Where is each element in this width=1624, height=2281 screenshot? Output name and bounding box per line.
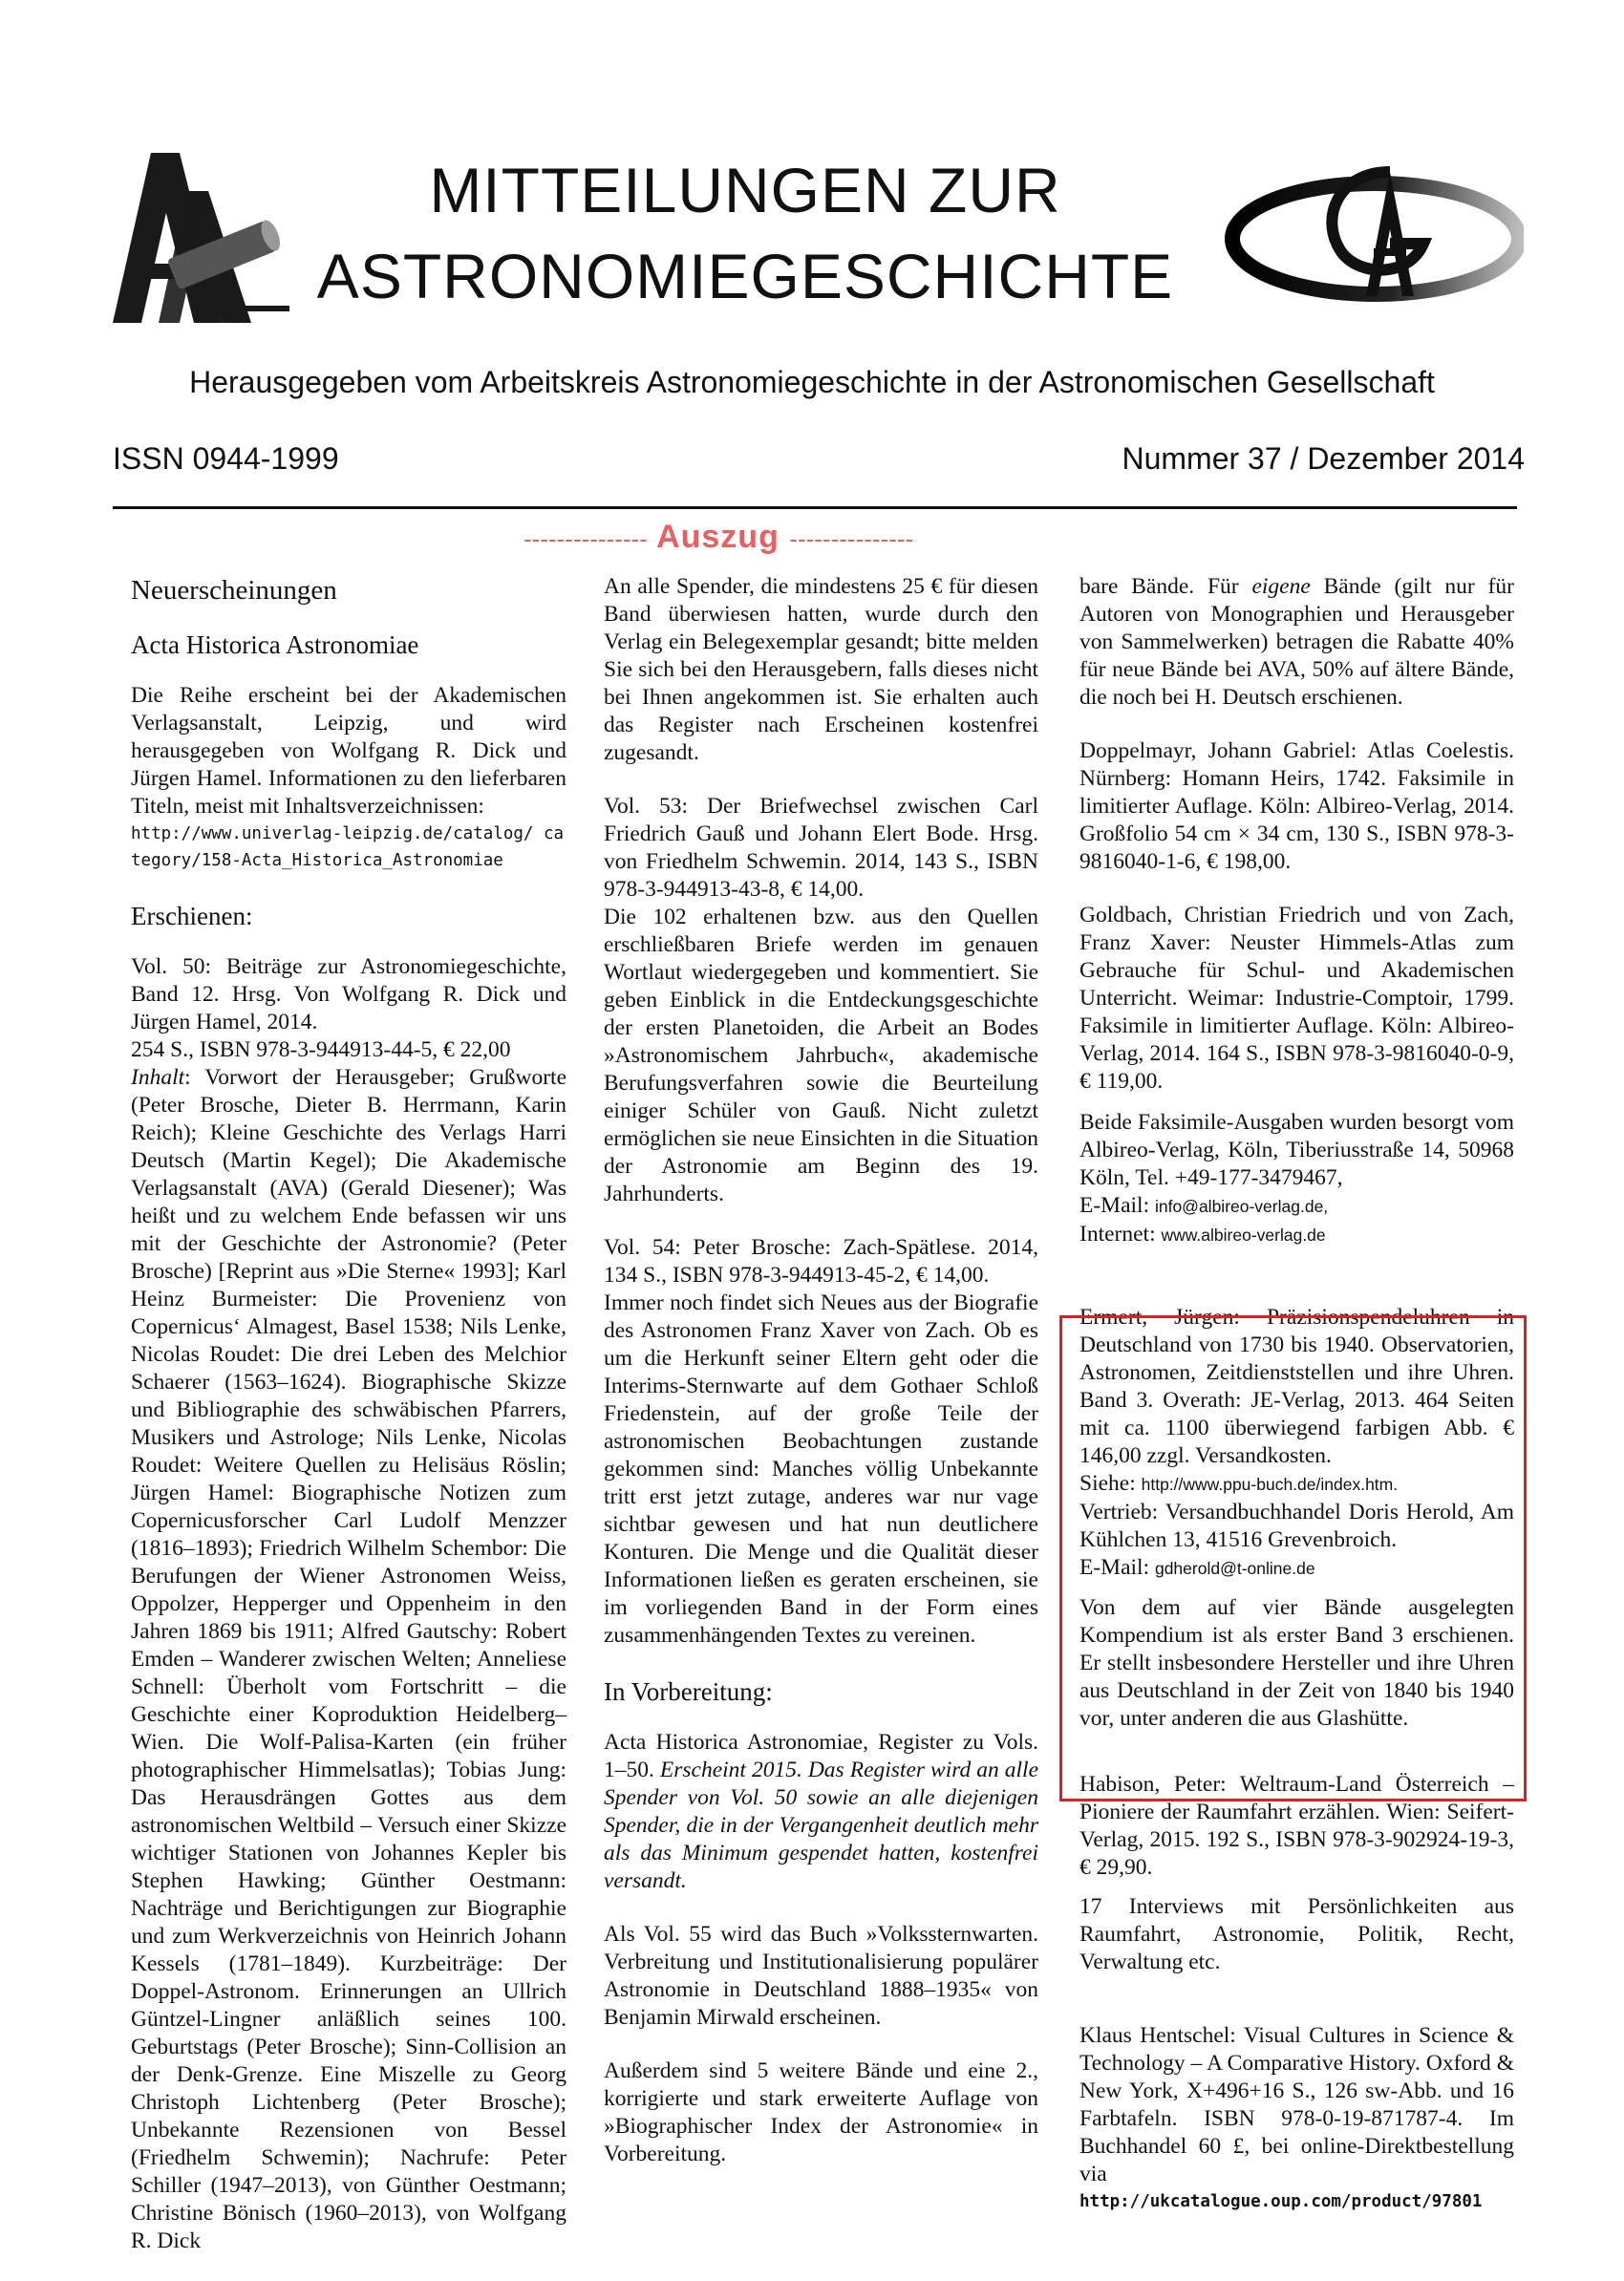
vol50-title: Vol. 50: Beiträge zur Astronomiegeschichte, Band 12. Hrsg. Von Wolfgang R. Dick und Jürgen Hamel, 2014. [131,954,566,1034]
albireo-address: Beide Faksimile-Ausgaben wurden besorgt vom Albireo-Verlag, Köln, Tiberiusstraße 14, 50968 Köln, Tel. +49-177-3479467, [1079,1110,1514,1190]
hentschel-order-link[interactable]: http://ukcatalogue.oup.com/product/97801 [1079,2192,1483,2211]
excerpt-banner [524,516,1192,560]
journal-subtitle: Herausgegeben vom Arbeitskreis Astronomiegeschichte in der Astronomischen Gesellschaft [189,365,1435,399]
published-heading: Erschienen: [131,902,253,930]
vol50-contents-text: : Vorwort der Herausgeber; Grußworte (Peter Brosche, Dieter B. Herrmann, Karin Reich); Kleine Geschichte des Verlags Harri Deutsch (Martin Kegel); Die Akademische Verlagsanstalt (AVA) (Gerald Diesener); Was heißt und zu welchem Ende befassen wir uns mit der Geschichte der Astronomie? (Peter Brosche) [Reprint aus »Die Sterne« 1993]; Karl Heinz Burmeister: Die Provenienz von Copernicus‘ Almagest, Basel 1538; Nils Lenke, Nicolas Roudet: Die drei Leben des Melchior Schaerer (1563–1624). Biographische Skizze und Bibliographie des schwäbischen Pfarrers, Musikers und Astrologe; Nils Lenke, Nicolas Roudet: Weitere Quellen zu Helisäus Röslin; Jürgen Hamel: Biographische Notizen zum Copernicusforscher Carl Ludolf Menzzer (1816–1893); Friedrich Wilhelm Schembor: Die Berufungen der Wiener Astronomen Weiss, Oppolzer, Hepperger und Oppenheim in den Jahren 1869 bis 1911; Alfred Gautschy: Robert Emden – Wanderer zwischen Welten; Anneliese Schnell: Überholt vom Fortschritt – die Geschichte einer Koproduktion Heidelberg–Wien. Die Wolf-Palisa-Karten (ein früher photographischer Himmelsatlas); Tobias Jung: Das Herausdrängen Gottes aus dem astronomischen Weltbild – Versuch einer Skizze wichtiger Stationen von Johannes Kepler bis Stephen Hawking; Günther Oestmann: Nachträge und Berichtigungen zur Biographie und zum Werkverzeichnis von Heinrich Johann Kessels (1781–1849). Kurzbeiträge: Der Doppel-Astronom. Erinnerungen an Ullrich Güntzel-Lingner anläßlich seines 100. Geburtstags (Peter Brosche); Sinn-Collision an der Denk-Grenze. Eine Miszelle zu Georg Christoph Lichtenberg (Peter Brosche); Unbekannte Rezensionen von Bessel (Friedhelm Schwemin); Nachrufe: Peter Schiller (1947–2013), von Günther Oestmann; Christine Bönisch (1960–2013), von Wolfgang R. Dick [131,1065,566,2253]
albireo-email-label: E-Mail: [1079,1193,1155,1218]
albireo-entry [1079,1109,1514,1249]
excerpt-label: Auszug [656,519,780,555]
section-heading-neuerscheinungen: Neuerscheinungen [131,575,337,606]
albireo-web-link[interactable]: www.albireo-verlag.de [1161,1226,1326,1245]
vol50-contents [131,1064,566,2255]
vol50-contents-label: Inhalt [131,1065,185,1090]
albireo-email-link[interactable]: info@albireo-verlag.de, [1154,1197,1329,1216]
ermert-description: Von dem auf vier Bände ausgelegten Kompendium ist als erster Band 3 erschienen. Er stellt insbesondere Hersteller und ihre Uhren aus Deutschland in der Zeit von 1840 bis 1940 vor, unter anderen die aus Glashütte. [1079,1595,1514,1731]
column-1 [131,573,566,2281]
series-intro: Die Reihe erscheint bei der Akademischen Verlagsanstalt, Leipzig, und wird herausgegeben von Wolfgang R. Dick und Jürgen Hamel. Informationen zu den lieferbaren Titeln, meist mit Inhaltsverzeichnissen: [131,683,566,819]
vol53-title: Vol. 53: Der Briefwechsel zwischen Carl Friedrich Gauß und Johann Elert Bode. Hrsg. von Friedhelm Schwemin. 2014, 143 S., ISBN 978-3-944913-43-8, € 14,00. [604,794,1038,902]
ermert-see-label: Siehe: [1079,1471,1142,1496]
discount-text-b: Bände (gilt nur für Autoren von Monographien und Herausgeber von Sammelwerken) betragen die Rabatte 40% für neue Bände bei AVA, 50% auf ältere Bände, die noch bei H. Deutsch erschienen. [1079,574,1514,710]
header-rule [113,506,1517,509]
astronomische-gesellschaft-logo [1223,153,1524,315]
goldbach-entry: Goldbach, Christian Friedrich und von Zach, Franz Xaver: Neuster Himmels-Atlas zum Gebrauche für Schul- und Akademischen Unterricht. Weimar: Industrie-Comptoir, 1799. Faksimile in limitierter Auflage. Köln: Albireo-Verlag, 2014. 164 S., ISBN 978-3-9816040-0-9, € 119,00. [1079,903,1514,1094]
vol54-description: Immer noch findet sich Neues aus der Biografie des Astronomen Franz Xaver von Zach. Ob es um die Herkunft seiner Eltern geht oder die Interims-Sternwarte auf dem Gothaer Schloß Friedenstein, auf der große Teile der astronomischen Beobachtungen zustande gekommen sind: Manches völlig Unbekannte tritt erst jetzt zutage, anderes war nur vage sichtbar gewesen und hat nun deutlichere Konturen. Die Menge und die Qualität dieser Informationen ließen es geraten erscheinen, sie im vorliegenden Band in der Form eines zusammenhängenden Textes zu vereinen. [604,1290,1038,1648]
excerpt-dashes-left: --------------- [524,524,648,553]
register-entry [604,1729,1038,1895]
more-volumes-entry: Außerdem sind 5 weitere Bände und eine 2., korrigierte und stark erweiterte Auflage von »Biographischer Index der Astronomie« in Vorbereitung. [604,2058,1038,2166]
donors-note: An alle Spender, die mindestens 25 € für diesen Band überwiesen hatten, wurde durch den Verlag ein Belegexemplar gesandt; bitte melden Sie sich bei den Herausgebern, falls dieses nicht bei Ihnen angekommen ist. Sie erhalten auch das Register nach Erscheinen kostenfrei zugesandt. [604,574,1038,765]
ermert-email-link[interactable]: gdherold@t-online.de [1154,1559,1315,1578]
vol50-details: 254 S., ISBN 978-3-944913-44-5, € 22,00 [131,1037,511,1062]
habison-entry: Habison, Peter: Weltraum-Land Österreich – Pioniere der Raumfahrt erzählen. Wien: Seifert-Verlag, 2015. 192 S., ISBN 978-3-902924-19-3, € 29,90. [1079,1772,1514,1880]
series-heading: Acta Historica Astronomiae [131,630,419,659]
ermert-see-link[interactable]: http://www.ppu-buch.de/index.htm. [1141,1475,1399,1494]
register-note: Erscheint 2015. Das Register wird an alle Spender von Vol. 50 sowie an alle diejenigen Spender, die in der Vergangenheit deutlich mehr als das Minimum gespendet hatten, kostenfrei versandt. [604,1758,1039,1893]
issn-label: ISSN 0944-1999 [113,441,339,476]
register-title: Acta Historica Astronomiae, Register zu Vols. 1–50. [604,1730,1038,1782]
vol55-entry: Als Vol. 55 wird das Buch »Volkssternwarten. Verbreitung und Institutionalisierung populärer Astronomie in Deutschland 1888–1935« von Benjamin Mirwald erscheinen. [604,1922,1038,2030]
journal-logo-aa [113,153,289,323]
discount-text-a: bare Bände. Für [1079,574,1252,599]
column-2 [604,573,1038,2194]
issue-number: Nummer 37 / Dezember 2014 [1122,441,1525,476]
highlight-box-ermert [1059,1315,1527,1801]
doppelmayr-entry: Doppelmayr, Johann Gabriel: Atlas Coelestis. Nürnberg: Homann Heirs, 1742. Faksimile in limitierter Auflage. Köln: Albireo-Verlag, 2014. Großfolio 54 cm × 34 cm, 130 S., ISBN 978-3-9816040-1-6, € 198,00. [1079,738,1514,874]
journal-title-line1: MITTEILUNGEN ZUR [429,155,1061,225]
habison-description: 17 Interviews mit Persönlichkeiten aus Raumfahrt, Astronomie, Politik, Recht, Verwaltung etc. [1079,1894,1514,1974]
discount-note [1079,573,1514,712]
in-preparation-heading: In Vorbereitung: [604,1677,773,1706]
discount-emphasis: eigene [1251,574,1311,599]
ermert-sales: Vertrieb: Versandbuchhandel Doris Herold, Am Kühlchen 13, 41516 Grevenbroich. [1079,1500,1514,1552]
albireo-web-label: Internet: [1079,1222,1162,1247]
ermert-entry: Ermert, Jürgen: Präzisionspendeluhren in Deutschland von 1730 bis 1940. Observatorien, Astronomen, Zeitdienststellen und ihre Uhren. Band 3. Overath: JE-Verlag, 2013. 464 Seiten mit ca. 1100 überwiegend farbigen Abb. € 146,00 zzgl. Versandkosten. [1079,1305,1514,1468]
vol54-title: Vol. 54: Peter Brosche: Zach-Spätlese. 2014, 134 S., ISBN 978-3-944913-45-2, € 14,00. [604,1235,1038,1288]
vol53-description: Die 102 erhaltenen bzw. aus den Quellen erschließbaren Briefe werden im genauen Wortlaut wiedergegeben und kommentiert. Sie geben Einblick in die Entdeckungsgeschichte der ersten Planetoiden, die Arbeit an Bodes »Astronomischem Jahrbuch«, akademische Berufungsverfahren sowie die Beurteilung einiger Schüler von Gauß. Nicht zuletzt ermöglichen sie neue Einsichten in die Situation der Astronomie am Beginn des 19. Jahrhunderts. [604,905,1038,1206]
ermert-email-label: E-Mail: [1079,1555,1155,1580]
excerpt-dashes-right: --------------- [789,524,914,553]
journal-title-line2: ASTRONOMIEGESCHICHTE [316,241,1174,311]
series-url-link[interactable]: http://www.univerlag-leipzig.de/catalog/ category/158-Acta_Historica_Astronomiae [131,824,565,870]
hentschel-entry: Klaus Hentschel: Visual Cultures in Science & Technology – A Comparative History. Oxford & New York, X+496+16 S., 126 sw-Abb. und 16 Farbtafeln. ISBN 978-0-19-871787-4. Im Buchhandel 60 £, bei online-Direktbestellung via [1079,2023,1514,2186]
